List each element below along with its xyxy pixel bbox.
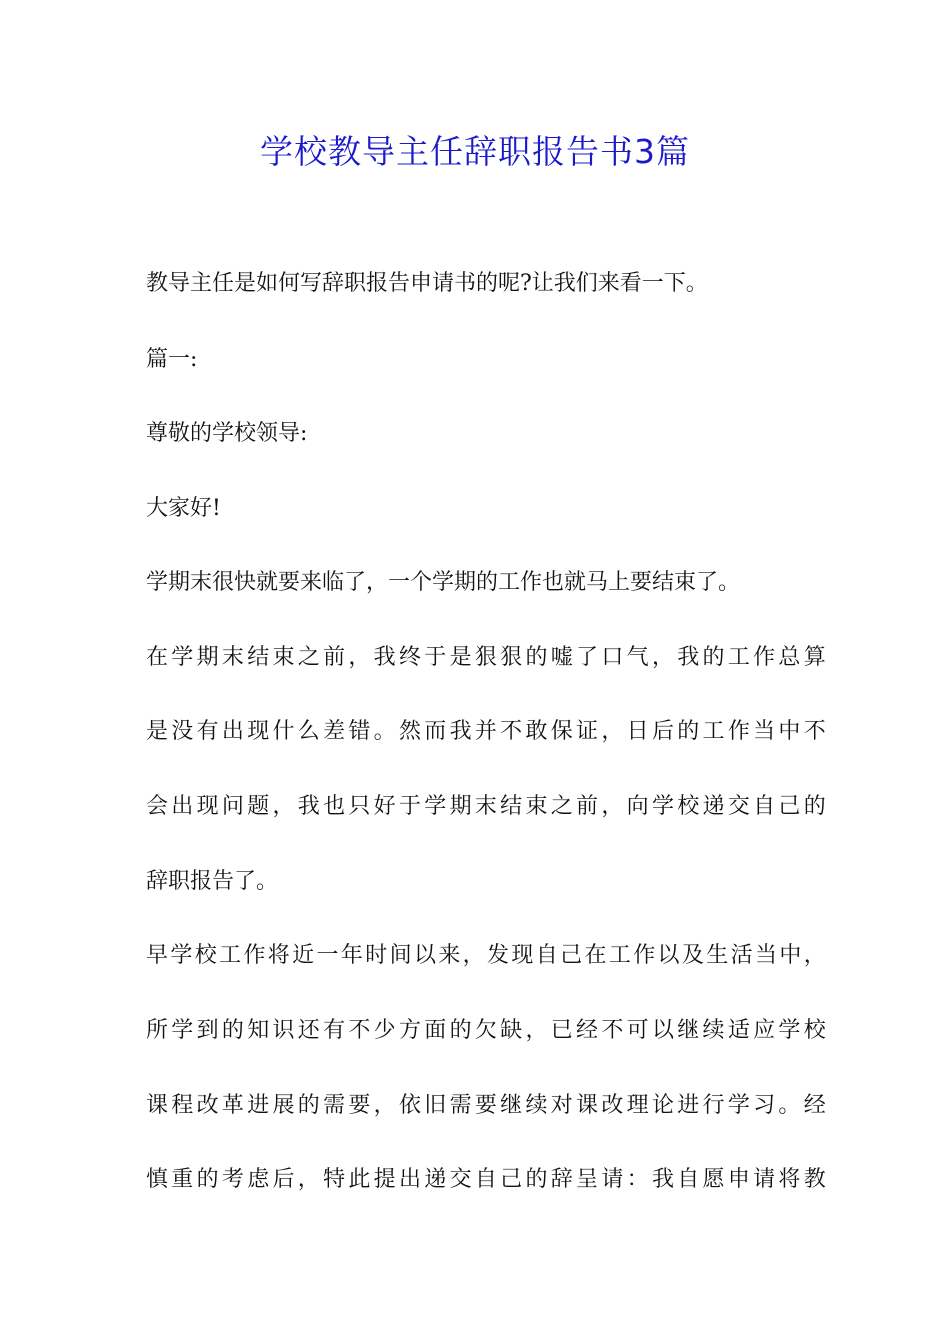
paragraph-2-line-2: 是 没 有 出 现 什 么 差 错 。 然 而 我 并 不 敢 保 证 ， 日 后 的 工 作 当 中 不	[146, 719, 826, 744]
paragraph-3-line-3: 课 程 改 革 进 展 的 需 要 ， 依 旧 需 要 继 续 对 课 改 理 论 进 行 学 习 。 经	[146, 1093, 826, 1118]
paragraph-3-line-1: 早 学 校 工 作 将 近 一 年 时 间 以 来 ， 发 现 自 己 在 工 作 以 及 生 活 当 中 ，	[146, 943, 826, 968]
intro-line: 教导主任是如何写辞职报告申请书的呢?让我们来看一下。	[146, 271, 708, 296]
paragraph-2-line-1: 在 学 期 末 结 束 之 前 ， 我 终 于 是 狠 狠 的 嘘 了 口 气 ， 我 的 工 作 总 算	[146, 645, 826, 670]
section-label: 篇一:	[146, 347, 198, 372]
paragraph-2-line-4: 辞职报告了。	[146, 869, 279, 894]
greeting: 大家好!	[146, 496, 221, 521]
paragraph-1-line: 学期末很快就要来临了，一个学期的工作也就马上要结束了。	[146, 570, 741, 595]
paragraph-3-line-4: 慎 重 的 考 虑 后 ， 特 此 提 出 递 交 自 己 的 辞 呈 请 ： 我 自 愿 申 请 将 教	[146, 1167, 826, 1192]
paragraph-2-line-3: 会 出 现 问 题 ， 我 也 只 好 于 学 期 末 结 束 之 前 ， 向 学 校 递 交 自 己 的	[146, 794, 826, 819]
paragraph-3-line-2: 所 学 到 的 知 识 还 有 不 少 方 面 的 欠 缺 ， 已 经 不 可 以 继 续 适 应 学 校	[146, 1018, 826, 1043]
document-title: 学校教导主任辞职报告书3篇	[260, 132, 690, 171]
salutation: 尊敬的学校领导:	[146, 421, 308, 446]
